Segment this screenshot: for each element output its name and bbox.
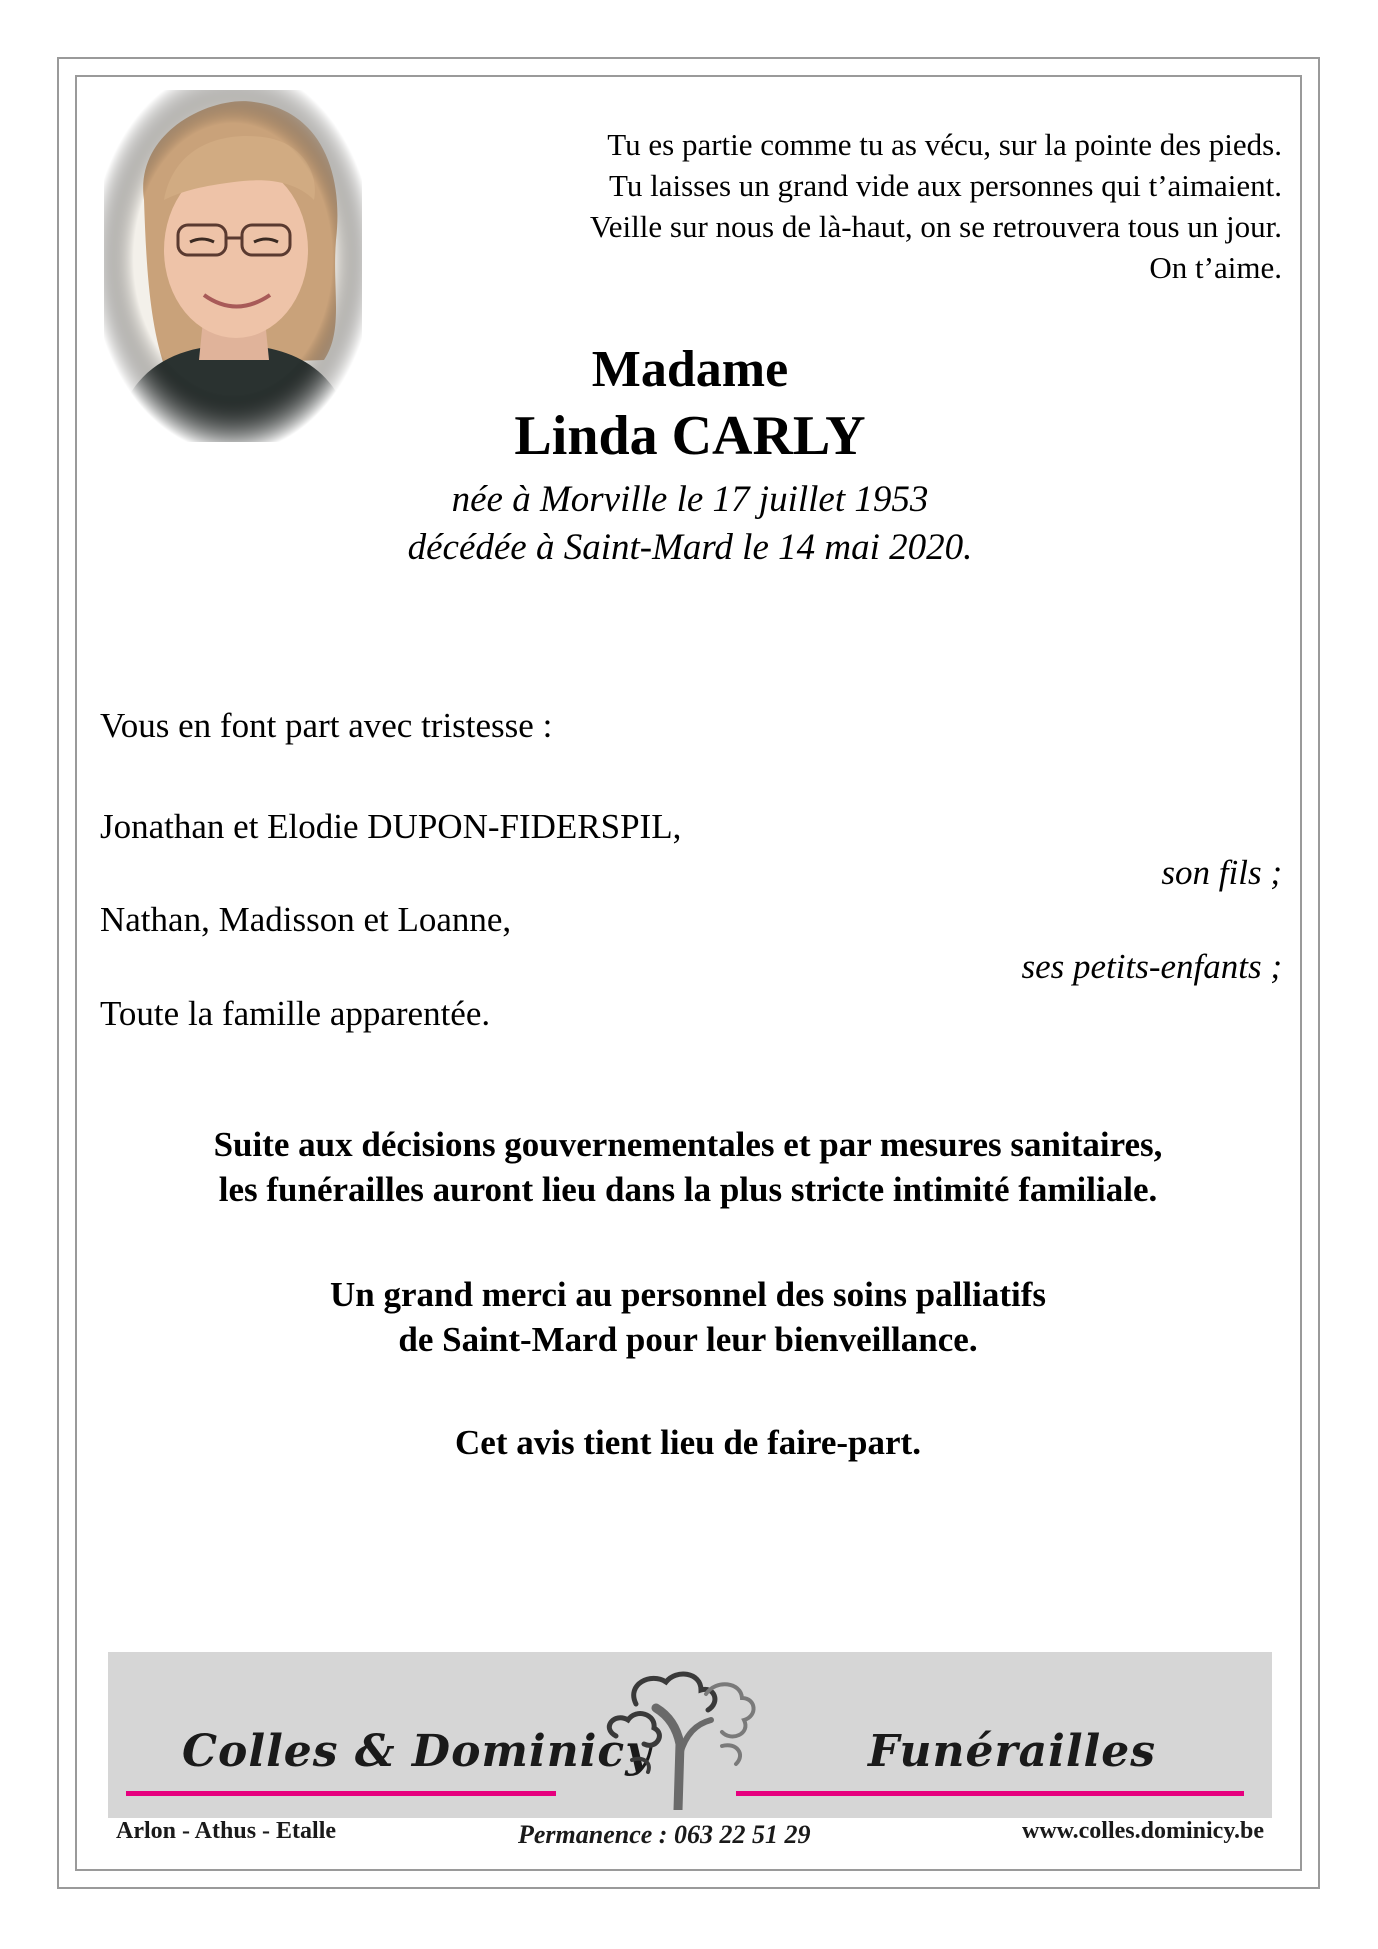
poem-line: Veille sur nous de là-haut, on se retrouvera tous un jour.: [589, 209, 1282, 244]
notice-line: Un grand merci au personnel des soins palliatifs: [330, 1275, 1046, 1314]
locations: Arlon - Athus - Etalle: [116, 1818, 337, 1844]
brand-tagline: Funérailles: [868, 1726, 1157, 1777]
accent-line: [736, 1791, 1244, 1796]
poem-line: On t’aime.: [1149, 250, 1282, 285]
brand-name: Colles & Dominicy: [182, 1726, 652, 1777]
poem: [382, 124, 1282, 288]
notice-line: Suite aux décisions gouvernementales et par mesures sanitaires,: [213, 1125, 1163, 1164]
family-member-relation: ses petits-enfants ;: [1021, 947, 1282, 986]
deceased-name: Linda CARLY: [514, 405, 866, 467]
tree-icon: [596, 1664, 766, 1810]
closing-notice: [100, 1420, 1276, 1465]
notice-line: de Saint-Mard pour leur bienveillance.: [398, 1320, 978, 1359]
family-closing: Toute la famille apparentée.: [100, 994, 491, 1033]
deceased-honorific: Madame: [591, 341, 789, 398]
family-member-relation: son fils ;: [1161, 853, 1282, 892]
notice-line: les funérailles auront lieu dans la plus stricte intimité familiale.: [218, 1170, 1158, 1209]
poem-line: Tu laisses un grand vide aux personnes qui t’aimaient.: [609, 168, 1282, 203]
poem-line: Tu es partie comme tu as vécu, sur la pointe des pieds.: [607, 127, 1282, 162]
website-link[interactable]: www.colles.dominicy.be: [1021, 1818, 1264, 1844]
covid-notice: [100, 1122, 1276, 1212]
thanks-notice: [100, 1272, 1276, 1362]
death-info: décédée à Saint-Mard le 14 mai 2020.: [407, 527, 973, 568]
family-member-names: Jonathan et Elodie DUPON-FIDERSPIL,: [100, 807, 682, 846]
family-member-names: Nathan, Madisson et Loanne,: [100, 900, 512, 939]
birth-info: née à Morville le 17 juillet 1953: [451, 479, 929, 520]
notice-line: Cet avis tient lieu de faire-part.: [455, 1423, 921, 1462]
permanence-phone: Permanence : 063 22 51 29: [518, 1820, 811, 1849]
accent-line: [126, 1791, 556, 1796]
funeral-home-banner: [108, 1652, 1272, 1849]
family-intro: Vous en font part avec tristesse :: [100, 706, 553, 745]
